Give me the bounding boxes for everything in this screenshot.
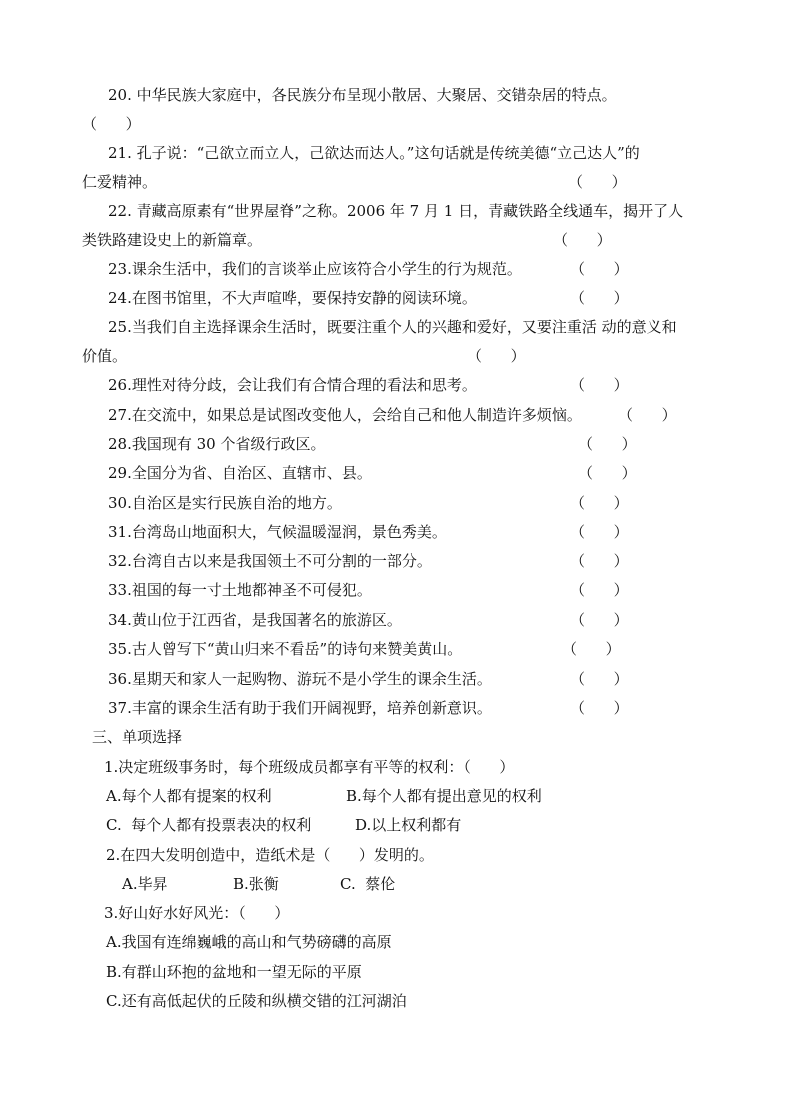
mc-q2-option-b[interactable]: B.张衡 [233,875,279,893]
question-27-text: 27.在交流中，如果总是试图改变他人，会给自己和他人制造许多烦恼。 [108,406,582,424]
section-heading: 三、单项选择 [92,728,183,746]
mc-q1-option-b[interactable]: B.每个人都有提出意见的权利 [346,787,542,805]
mc-q3-option-a[interactable]: A.我国有连绵巍峨的高山和气势磅礴的高原 [106,933,392,951]
answer-blank-22[interactable]: （ ） [553,231,612,249]
answer-blank-21[interactable]: （ ） [568,173,627,191]
question-29-text: 29.全国分为省、自治区、直辖市、县。 [108,464,372,482]
question-31-text: 31.台湾岛山地面积大，气候温暖湿润，景色秀美。 [108,523,447,541]
question-25-continuation: 价值。 [82,347,128,365]
mc-q3-option-c[interactable]: C.还有高低起伏的丘陵和纵横交错的江河湖泊 [106,992,407,1010]
mc-q1-option-a[interactable]: A.每个人都有提案的权利 [106,787,272,805]
answer-blank-28[interactable]: （ ） [578,435,637,453]
answer-blank-23[interactable]: （ ） [570,260,629,278]
question-32-text: 32.台湾自古以来是我国领土不可分割的一部分。 [108,552,432,570]
mc-q2-option-a[interactable]: A.毕昇 [122,875,168,893]
answer-blank-26[interactable]: （ ） [570,376,629,394]
question-22-continuation: 类铁路建设史上的新篇章。 [82,231,263,249]
mc-q1-option-c[interactable]: C. 每个人都有投票表决的权利 [106,816,312,834]
answer-blank-25[interactable]: （ ） [467,347,526,365]
mc-q2-option-c[interactable]: C. 蔡伦 [340,875,396,893]
question-28-text: 28.我国现有 30 个省级行政区。 [108,435,326,453]
answer-blank-27[interactable]: （ ） [618,406,677,424]
question-30-text: 30.自治区是实行民族自治的地方。 [108,494,342,512]
answer-blank-35[interactable]: （ ） [562,640,621,658]
question-23-text: 23.课余生活中，我们的言谈举止应该符合小学生的行为规范。 [108,260,522,278]
question-24-text: 24.在图书馆里，不大声喧哗，要保持安静的阅读环境。 [108,289,477,307]
answer-blank-31[interactable]: （ ） [570,523,629,541]
question-37-text: 37.丰富的课余生活有助于我们开阔视野，培养创新意识。 [108,699,492,717]
answer-blank-34[interactable]: （ ） [570,611,629,629]
answer-blank-20[interactable]: （ ） [82,115,141,133]
question-20-text: 20. 中华民族大家庭中，各民族分布呈现小散居、大聚居、交错杂居的特点。 [108,86,617,104]
mc-question-2-stem: 2.在四大发明创造中，造纸术是（ ）发明的。 [106,846,434,864]
answer-blank-36[interactable]: （ ） [570,670,629,688]
question-25-text: 25.当我们自主选择课余生活时，既要注重个人的兴趣和爱好，又要注重活 动的意义和 [108,318,677,336]
question-22-text: 22. 青藏高原素有“世界屋脊”之称。2006 年 7 月 1 日，青藏铁路全线通车，揭开了人 [108,202,684,220]
answer-blank-29[interactable]: （ ） [578,464,637,482]
answer-blank-30[interactable]: （ ） [570,494,629,512]
answer-blank-24[interactable]: （ ） [570,289,629,307]
mc-q3-option-b[interactable]: B.有群山环抱的盆地和一望无际的平原 [106,963,362,981]
answer-blank-37[interactable]: （ ） [570,699,629,717]
mc-question-3-stem: 3.好山好水好风光：（ ） [104,904,290,922]
mc-question-1-stem: 1.决定班级事务时，每个班级成员都享有平等的权利：（ ） [104,758,515,776]
mc-q1-option-d[interactable]: D.以上权利都有 [355,816,462,834]
question-34-text: 34.黄山位于江西省，是我国著名的旅游区。 [108,611,402,629]
question-21-continuation: 仁爱精神。 [82,173,158,191]
answer-blank-32[interactable]: （ ） [570,552,629,570]
question-35-text: 35.古人曾写下“黄山归来不看岳”的诗句来赞美黄山。 [108,640,463,658]
question-33-text: 33.祖国的每一寸土地都神圣不可侵犯。 [108,581,372,599]
answer-blank-33[interactable]: （ ） [570,581,629,599]
question-21-text: 21. 孔子说：“己欲立而立人，己欲达而达人。”这句话就是传统美德“立己达人”的 [108,144,640,162]
question-26-text: 26.理性对待分歧，会让我们有合情合理的看法和思考。 [108,376,477,394]
question-36-text: 36.星期天和家人一起购物、游玩不是小学生的课余生活。 [108,670,492,688]
